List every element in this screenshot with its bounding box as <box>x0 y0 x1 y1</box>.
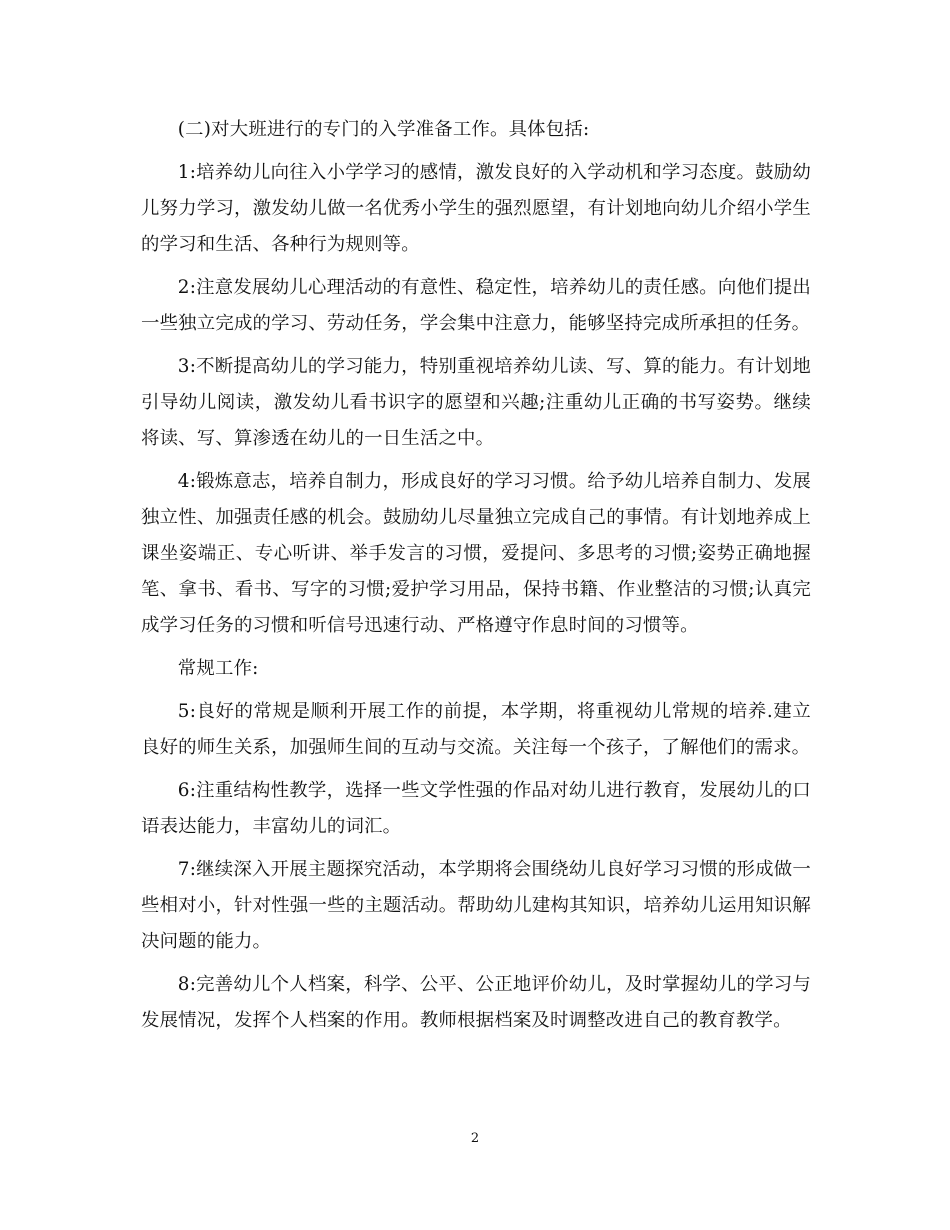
paragraph-item-8: 8:完善幼儿个人档案，科学、公平、公正地评价幼儿，及时掌握幼儿的学习与发展情况，发挥个人档案的作用。教师根据档案及时调整改进自己的教育教学。 <box>141 974 811 1031</box>
document-body <box>141 112 811 1046</box>
paragraph-item-1: 1:培养幼儿向往入小学学习的感情，激发良好的入学动机和学习态度。鼓励幼儿努力学习，激发幼儿做一名优秀小学生的强烈愿望，有计划地向幼儿介绍小学生的学习和生活、各种行为规则等。 <box>141 162 811 255</box>
paragraph-item-2: 2:注意发展幼儿心理活动的有意性、稳定性，培养幼儿的责任感。向他们提出一些独立完成的学习、劳动任务，学会集中注意力，能够坚持完成所承担的任务。 <box>141 277 811 334</box>
paragraph-item-6: 6:注重结构性教学，选择一些文学性强的作品对幼儿进行教育，发展幼儿的口语表达能力，丰富幼儿的词汇。 <box>141 780 811 837</box>
page-number: 2 <box>470 1131 480 1146</box>
paragraph-item-5: 5:良好的常规是顺利开展工作的前提，本学期，将重视幼儿常规的培养.建立良好的师生关系，加强师生间的互动与交流。关注每一个孩子，了解他们的需求。 <box>141 701 811 758</box>
section-heading-routine-work: 常规工作: <box>177 658 259 679</box>
paragraph-item-7: 7:继续深入开展主题探究活动，本学期将会围绕幼儿良好学习习惯的形成做一些相对小，针对性强一些的主题活动。帮助幼儿建构其知识，培养幼儿运用知识解决问题的能力。 <box>141 859 811 952</box>
paragraph-item-4: 4:锻炼意志，培养自制力，形成良好的学习习惯。给予幼儿培养自制力、发展独立性、加强责任感的机会。鼓励幼儿尽量独立完成自己的事情。有计划地养成上课坐姿端正、专心听讲、举手发言的习惯，爱提问、多思考的习惯;姿势正确地握笔、拿书、看书、写字的习惯;爱护学习用品，保持书籍、作业整洁的习惯;认真完成学习任务的习惯和听信号迅速行动、严格遵守作息时间的习惯等。 <box>141 471 811 636</box>
section-heading-admission-prep: (二)对大班进行的专门的入学准备工作。具体包括: <box>177 119 590 140</box>
paragraph-item-3: 3:不断提高幼儿的学习能力，特别重视培养幼儿读、写、算的能力。有计划地引导幼儿阅读，激发幼儿看书识字的愿望和兴趣;注重幼儿正确的书写姿势。继续将读、写、算渗透在幼儿的一日生活之中。 <box>141 356 811 449</box>
